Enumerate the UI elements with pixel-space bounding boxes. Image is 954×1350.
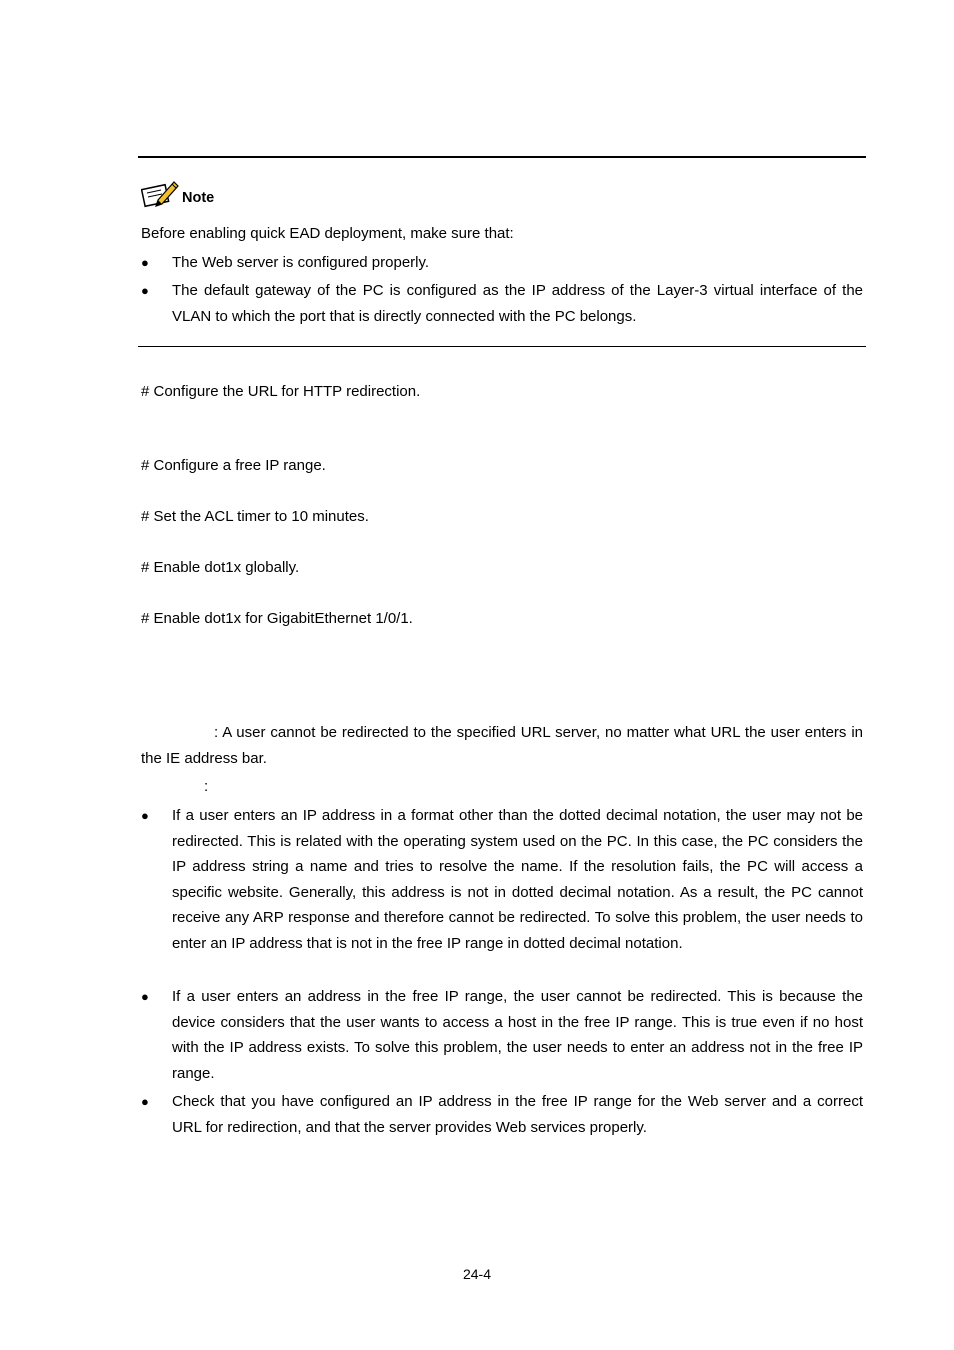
step-free-ip-range: # Configure a free IP range. [141,457,326,474]
page-number: 24-4 [462,1266,492,1282]
note-item: The Web server is configured properly. [172,254,430,271]
bullet-icon: ● [141,989,149,1004]
note-bottom-rule [138,346,866,347]
bullet-icon: ● [141,255,149,270]
step-acl-timer: # Set the ACL timer to 10 minutes. [141,508,369,525]
bullet-icon: ● [141,808,149,823]
step-enable-dot1x-global: # Enable dot1x globally. [141,559,300,576]
analysis-item: If a user enters an address in the free IP range, the user cannot be redirected. This is because the device considers that the user wants to access a host in the free IP range. This is true even if no host with the IP address exists. To solve this problem, the user needs to enter an address not in the free IP range. [172,988,863,1082]
note-intro: Before enabling quick EAD deployment, make sure that: [141,225,514,242]
step-enable-dot1x-port: # Enable dot1x for GigabitEthernet 1/0/1. [141,610,413,627]
analysis-item: If a user enters an IP address in a format other than the dotted decimal notation, the user may not be redirected. This is related with the operating system used on the PC. In this case, the PC considers the IP address string a name and tries to resolve the name. If the resolution fails, the PC will access a specific website. Generally, this address is not in dotted decimal notation. As a result, the PC cannot receive any ARP response and therefore cannot be redirected. To solve this problem, the user needs to enter an IP address that is not in the free IP range in dotted decimal notation. [172,807,863,952]
note-label: Note [182,190,215,206]
note-item: The default gateway of the PC is configured as the IP address of the Layer-3 virtual interface of the VLAN to which the port that is directly connected with the PC belongs. [172,282,863,325]
bullet-icon: ● [141,283,149,298]
bullet-icon: ● [141,1094,149,1109]
note-top-rule [138,156,866,158]
analysis-item: Check that you have configured an IP address in the free IP range for the Web server and a correct URL for redirection, and that the server provides Web services properly. [172,1093,863,1136]
note-pencil-icon [141,178,179,208]
step-configure-url: # Configure the URL for HTTP redirection. [141,383,421,400]
analysis-colon: : [204,778,209,795]
symptom-text: : A user cannot be redirected to the specified URL server, no matter what URL the user enters in the IE address bar. [141,724,863,767]
